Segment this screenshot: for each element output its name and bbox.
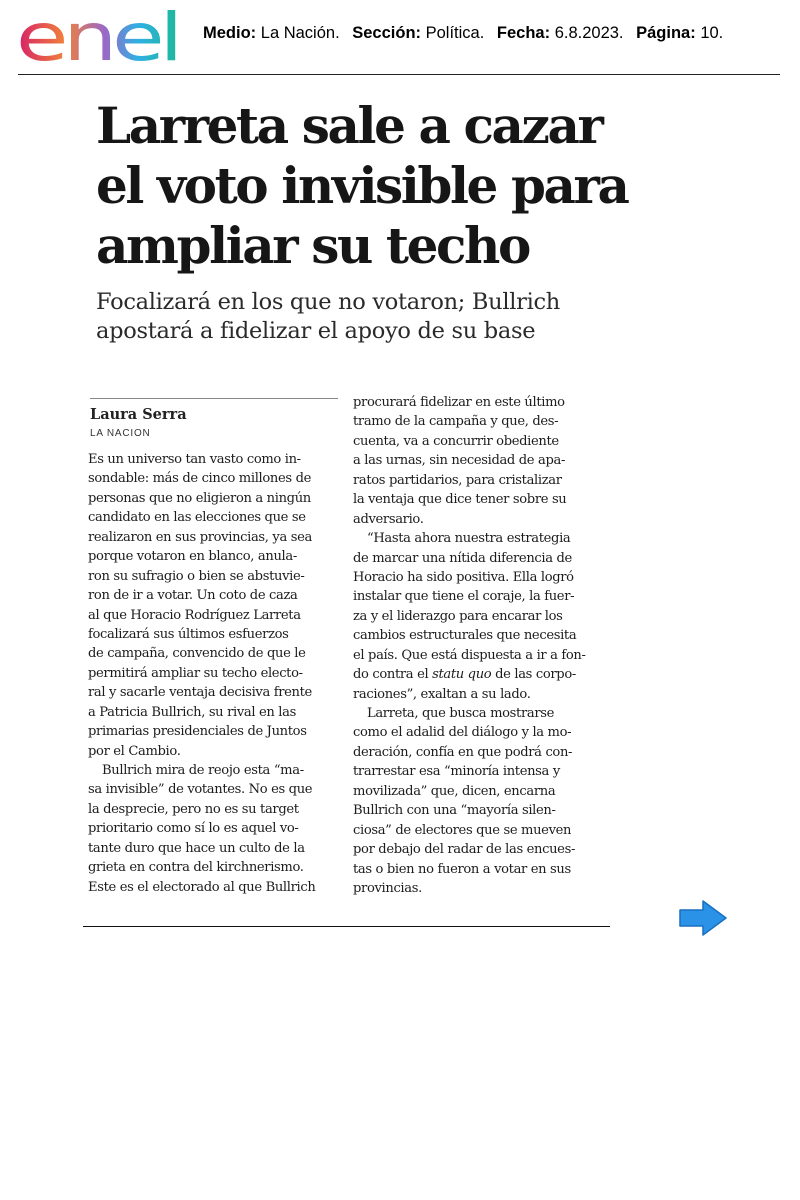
text-line: a las urnas, sin necesidad de apa- <box>353 453 566 469</box>
subhead-line: apostará a fidelizar el apoyo de su base <box>96 318 536 344</box>
text-line: la ventaja que dice tener sobre su <box>353 492 567 508</box>
byline-divider <box>90 398 338 399</box>
text-line: a Patricia Bullrich, su rival en las <box>88 704 296 720</box>
headline-line: ampliar su techo <box>96 216 529 275</box>
text-line: “Hasta ahora nuestra estrategia <box>367 531 571 547</box>
subhead-line: Focalizará en los que no votaron; Bullrich <box>96 289 560 315</box>
headline-line: Larreta sale a cazar <box>96 96 602 155</box>
text-line: za y el liderazgo para encarar los <box>353 608 563 624</box>
fecha-label: Fecha: <box>496 24 551 42</box>
article-column-left <box>88 450 338 897</box>
text-line: por el Cambio. <box>88 743 181 759</box>
text-line: de marcar una nítida diferencia de <box>353 550 572 566</box>
header-divider <box>18 74 780 75</box>
text-line: ratos partidarios, para cristalizar <box>353 472 562 488</box>
text-line: Bullrich con una “mayoría silen- <box>353 803 556 819</box>
headline-line: el voto invisible para <box>96 156 628 215</box>
text-line: prioritario como sí lo es aquel vo- <box>88 821 299 837</box>
text-line: tramo de la campaña y que, des- <box>353 414 559 430</box>
text-line: sa invisible” de votantes. No es que <box>88 782 313 798</box>
text-line: trarrestar esa “minoría intensa y <box>353 764 560 780</box>
text-line <box>353 665 603 684</box>
text-line: realizaron en sus provincias, ya sea <box>88 529 312 545</box>
pagina-value: 10. <box>700 24 724 42</box>
text-line: de campaña, convencido de que le <box>88 646 306 662</box>
medio-label: Medio: <box>203 24 257 42</box>
fecha-value: 6.8.2023. <box>554 24 624 42</box>
text-line: primarias presidenciales de Juntos <box>88 724 307 740</box>
article-subhead <box>96 288 636 346</box>
text-segment: de las corpo- <box>491 667 576 683</box>
pagina-label: Página: <box>636 24 696 42</box>
text-line: Este es el electorado al que Bullrich <box>88 879 316 895</box>
seccion-value: Política. <box>425 24 485 42</box>
text-segment: do contra el <box>353 667 433 683</box>
text-line: la desprecie, pero no es su target <box>88 801 299 817</box>
text-line: tas o bien no fueron a votar en sus <box>353 861 571 877</box>
article-column-right <box>353 393 603 898</box>
text-line: porque votaron en blanco, anula- <box>88 549 297 565</box>
text-line: focalizará sus últimos esfuerzos <box>88 626 289 642</box>
text-line: como el adalid del diálogo y la mo- <box>353 725 572 741</box>
article-headline <box>96 96 656 276</box>
source-metadata <box>203 24 723 43</box>
text-line: tante duro que hace un culto de la <box>88 840 305 856</box>
text-line: ciosa” de electores que se mueven <box>353 822 572 838</box>
text-line: adversario. <box>353 511 424 527</box>
text-line: Horacio ha sido positiva. Ella logró <box>353 569 574 585</box>
text-line: instalar que tiene el coraje, la fuer- <box>353 589 575 605</box>
text-line: candidato en las elecciones que se <box>88 510 306 526</box>
text-line: raciones”, exaltan a su lado. <box>353 686 531 702</box>
text-line: Es un universo tan vasto como in- <box>88 452 301 467</box>
text-line: permitirá ampliar su techo electo- <box>88 665 303 681</box>
seccion-label: Sección: <box>352 24 422 42</box>
text-line: cuenta, va a concurrir obediente <box>353 433 559 449</box>
text-line: al que Horacio Rodríguez Larreta <box>88 607 301 623</box>
enel-logo <box>16 6 180 66</box>
author-name: Laura Serra <box>90 406 187 423</box>
text-line: deración, confía en que podrá con- <box>353 744 573 760</box>
author-outlet: LA NACION <box>90 428 151 439</box>
logo-text: enel <box>16 6 178 66</box>
italic-phrase: statu quo <box>432 667 492 683</box>
text-line: grieta en contra del kirchnerismo. <box>88 860 304 876</box>
text-line: personas que no eligieron a ningún <box>88 490 311 506</box>
arrow-shape <box>680 901 726 935</box>
text-line: procurará fidelizar en este último <box>353 395 565 410</box>
text-line: por debajo del radar de las encues- <box>353 842 576 858</box>
text-line: ron su sufragio o bien se abstuvie- <box>88 568 305 584</box>
article-end-divider <box>83 926 610 927</box>
arrow-right-icon[interactable] <box>677 898 729 938</box>
text-line: ron de ir a votar. Un coto de caza <box>88 588 298 604</box>
text-line: sondable: más de cinco millones de <box>88 471 312 487</box>
text-line: cambios estructurales que necesita <box>353 628 577 644</box>
medio-value: La Nación. <box>260 24 340 42</box>
text-line: el país. Que está dispuesta a ir a fon- <box>353 647 586 663</box>
text-line: provincias. <box>353 880 422 896</box>
text-line: Bullrich mira de reojo esta “ma- <box>102 763 304 778</box>
text-line: movilizada” que, dicen, encarna <box>353 783 556 799</box>
text-line: Larreta, que busca mostrarse <box>367 706 554 721</box>
text-line: ral y sacarle ventaja decisiva frente <box>88 685 312 701</box>
